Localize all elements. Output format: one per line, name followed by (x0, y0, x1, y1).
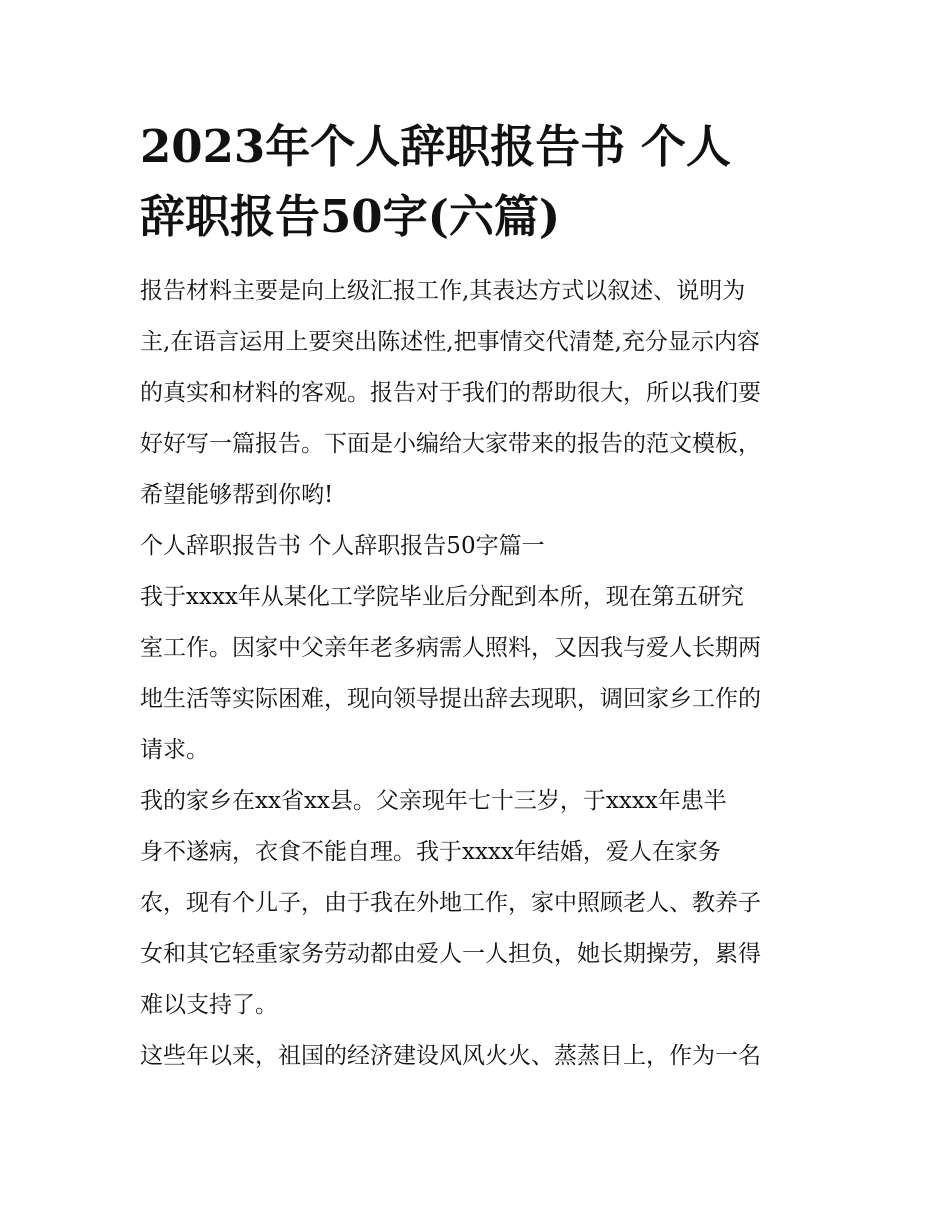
text-line: 我的家乡在xx省xx县。父亲现年七十三岁，于xxxx年患半 (140, 788, 727, 814)
text-line: 女和其它轻重家务劳动都由爱人一人担负，她长期操劳，累得 (140, 941, 761, 967)
text-line: 好好写一篇报告。下面是小编给大家带来的报告的范文模板， (140, 431, 761, 457)
text-line: 请求。 (140, 737, 209, 763)
body-paragraph-1 (140, 572, 815, 776)
text-line: 我于xxxx年从某化工学院毕业后分配到本所，现在第五研究 (140, 584, 744, 610)
text-line: 这些年以来，祖国的经济建设风风火火、蒸蒸日上，作为一名 (140, 1043, 761, 1069)
body-paragraph-3 (140, 1031, 815, 1082)
text-line: 身不遂病，衣食不能自理。我于xxxx年结婚，爱人在家务 (140, 839, 721, 865)
text-line: 农，现有个儿子，由于我在外地工作，家中照顾老人、教养子 (140, 890, 761, 916)
document-body (140, 112, 815, 1082)
text-line: 报告材料主要是向上级汇报工作,其表达方式以叙述、说明为 (140, 278, 746, 304)
text-line: 的真实和材料的客观。报告对于我们的帮助很大，所以我们要 (140, 380, 761, 406)
section-heading (140, 521, 815, 572)
text-line: 难以支持了。 (140, 992, 278, 1018)
intro-paragraph (140, 266, 815, 521)
text-line: 主,在语言运用上要突出陈述性,把事情交代清楚,充分显示内容 (140, 329, 760, 355)
title-line: 辞职报告50字(六篇) (140, 190, 561, 243)
title-line: 2023年个人辞职报告书 个人 (140, 120, 731, 173)
text-line: 希望能够帮到你哟! (140, 482, 334, 508)
text-line: 地生活等实际困难，现向领导提出辞去现职，调回家乡工作的 (140, 686, 761, 712)
text-line: 个人辞职报告书 个人辞职报告50字篇一 (140, 533, 545, 559)
body-paragraph-2 (140, 776, 815, 1031)
text-line: 室工作。因家中父亲年老多病需人照料，又因我与爱人长期两 (140, 635, 761, 661)
document-title (140, 112, 815, 252)
